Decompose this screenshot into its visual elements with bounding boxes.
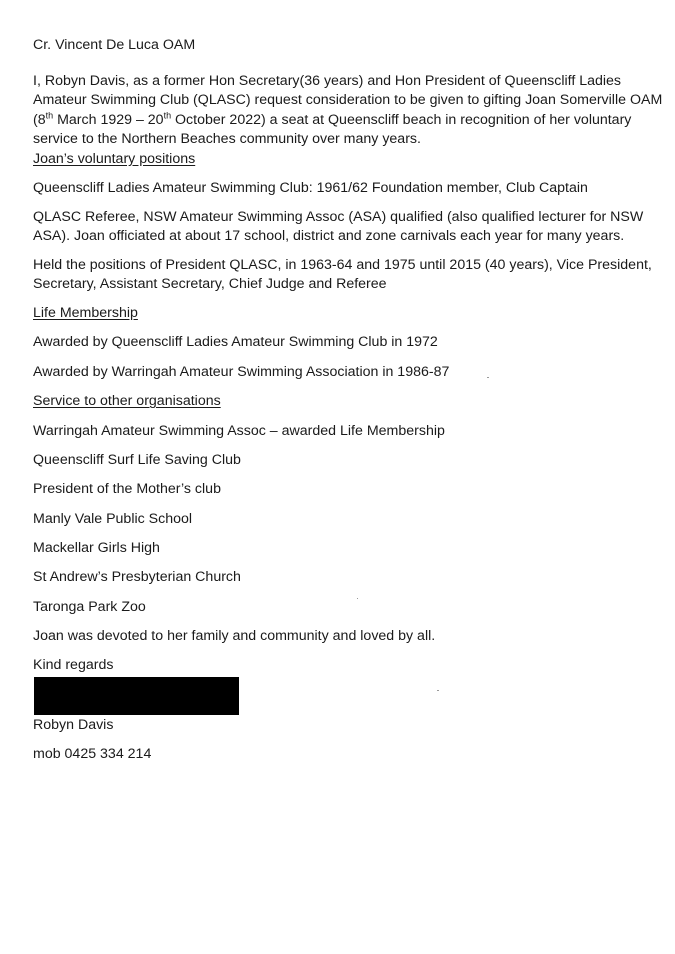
sender-name: Robyn Davis bbox=[33, 717, 114, 733]
voluntary-line: Secretary, Assistant Secretary, Chief Judge and Referee bbox=[33, 276, 387, 293]
organisation-item: St Andrew’s Presbyterian Church bbox=[33, 569, 241, 585]
sender-phone: mob 0425 334 214 bbox=[33, 746, 152, 762]
intro-line: service to the Northern Beaches community over many years. bbox=[33, 131, 421, 148]
intro-paragraph bbox=[33, 72, 663, 150]
organisation-item: Mackellar Girls High bbox=[33, 540, 160, 556]
scan-speck bbox=[437, 690, 439, 691]
voluntary-line: Held the positions of President QLASC, in 1963-64 and 1975 until 2015 (40 years), Vice President, bbox=[33, 257, 652, 273]
organisation-item: Queenscliff Surf Life Saving Club bbox=[33, 452, 241, 468]
life-membership-heading: Life Membership bbox=[33, 305, 138, 321]
scan-speck bbox=[487, 377, 489, 378]
voluntary-item bbox=[33, 256, 651, 295]
intro-line: Amateur Swimming Club (QLASC) request consideration to be given to gifting Joan Somerville OAM bbox=[33, 92, 663, 109]
other-organisations-heading: Service to other organisations bbox=[33, 393, 221, 409]
ordinal-suffix: th bbox=[163, 110, 172, 121]
ordinal-suffix: th bbox=[45, 110, 54, 121]
organisation-item: Taronga Park Zoo bbox=[33, 599, 146, 615]
intro-text: (8 bbox=[33, 111, 46, 128]
organisation-item: President of the Mother’s club bbox=[33, 481, 221, 497]
addressee: Cr. Vincent De Luca OAM bbox=[33, 37, 196, 53]
sign-off: Kind regards bbox=[33, 657, 114, 673]
intro-line: I, Robyn Davis, as a former Hon Secretary(36 years) and Hon President of Queenscliff Ladies bbox=[33, 73, 622, 89]
organisation-item: Manly Vale Public School bbox=[33, 511, 193, 527]
intro-text: October 2022) a seat at Queenscliff beach in recognition of her voluntary bbox=[171, 111, 632, 128]
closing-sentence: Joan was devoted to her family and community and loved by all. bbox=[33, 628, 436, 644]
voluntary-line: QLASC Referee, NSW Amateur Swimming Assoc (ASA) qualified (also qualified lecturer for NSW bbox=[33, 209, 644, 225]
scan-speck bbox=[357, 598, 358, 599]
voluntary-item bbox=[33, 208, 651, 247]
intro-text: March 1929 – 20 bbox=[53, 111, 164, 128]
voluntary-item: Queenscliff Ladies Amateur Swimming Club: 1961/62 Foundation member, Club Captain bbox=[33, 180, 588, 196]
organisation-item: Warringah Amateur Swimming Assoc – awarded Life Membership bbox=[33, 423, 445, 439]
intro-line-dates bbox=[33, 111, 651, 130]
life-membership-item: Awarded by Warringah Amateur Swimming Association in 1986-87 bbox=[33, 364, 450, 380]
life-membership-item: Awarded by Queenscliff Ladies Amateur Swimming Club in 1972 bbox=[33, 334, 438, 350]
voluntary-positions-heading: Joan’s voluntary positions bbox=[33, 151, 196, 167]
voluntary-line: ASA). Joan officiated at about 17 school, district and zone carnivals each year for many years. bbox=[33, 228, 625, 245]
redacted-signature bbox=[34, 677, 239, 715]
